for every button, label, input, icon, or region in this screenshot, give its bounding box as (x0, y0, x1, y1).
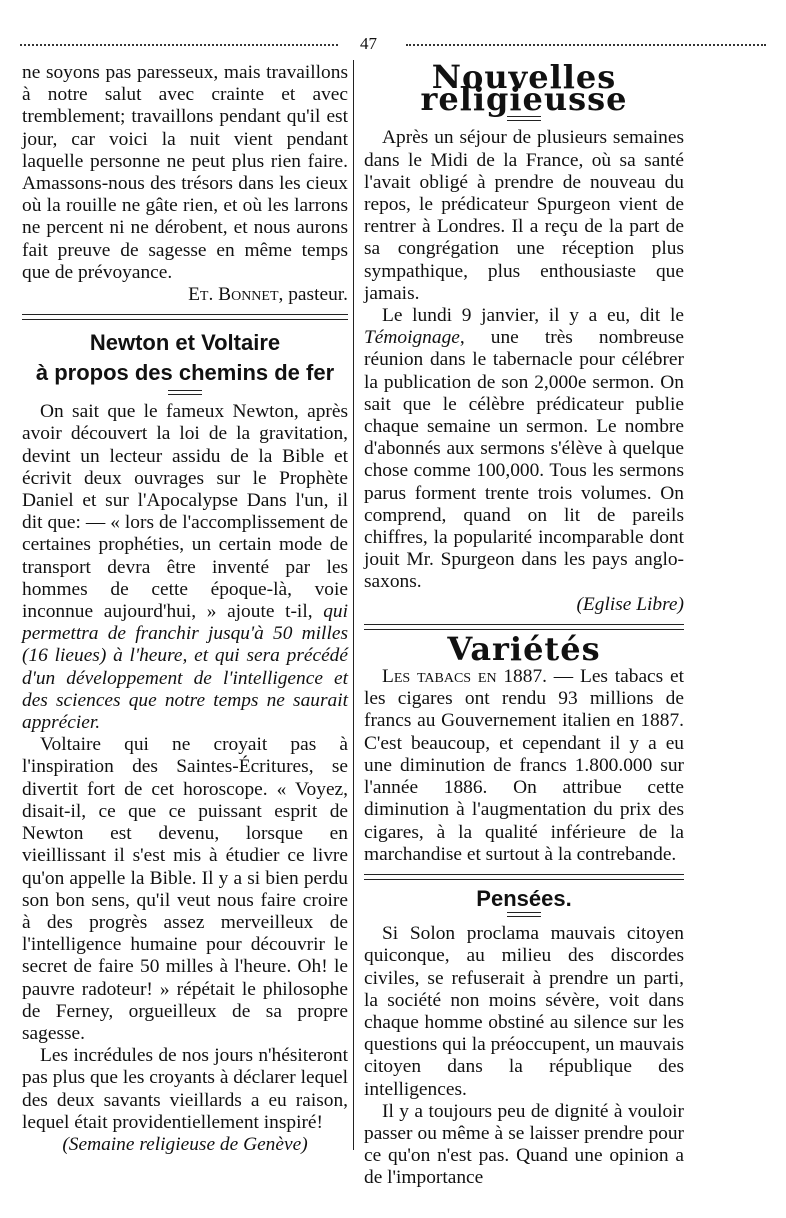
pensees-title: Pensées. (476, 885, 572, 911)
sermon-ending-paragraph: ne soyons pas paresseux, mais travaillons à notre salut avec crainte et avec tremblement; travaillons pendant qu'il est jour, car voici la nuit vient pendant laquelle personne ne peut plus rien faire. Amassons-nous des trésors dans les cieux où la rouille ne gâte rien, et où les larrons ne percent ni ne dérobent, et nous aurons fait preuve de sagesse en même temps que de prévoyance. (22, 62, 348, 283)
tabacs-paragraph (364, 666, 684, 866)
sermon-text-end: , une très nombreuse réunion dans le tabernacle pour célébrer la publication de son 2,000e sermon. On sait que le célèbre prédicateur publie chaque semaine un sermon. Le nombre d'abonnés aux sermons s'élève à quelque chose comme 100,000. Tous les sermons parus forment trente trois volumes. On comprend, quand on lit de pareils chiffres, la popularité incomparable dont jouit Mr. Spurgeon dans les pays anglo-saxons. (364, 327, 684, 593)
header-ornament-right (406, 44, 766, 46)
spurgeon-sermon-paragraph (364, 305, 684, 594)
signature-role: , pasteur. (278, 284, 348, 306)
temoignage-italic: Témoignage (364, 327, 460, 349)
newton-title-line1: Newton et Voltaire (89, 330, 281, 356)
solon-paragraph: Si Solon proclama mauvais citoyen quiconque, au milieu des discordes civiles, se refuserait à prendre un parti, la société non moins sévère, voit dans chaque homme obstiné au silence sur les questions qui la préoccupent, un mauvais citoyen dans la république des intelligences. (364, 923, 684, 1100)
tabacs-text: 1887. — Les tabacs et les cigares ont rendu 93 millions de francs au Gouvernement italien en 1887. C'est beaucoup, et cependant il y a eu une diminution de francs 1.800.000 sur l'année 1886. On attribue cette diminution à l'augmentation du prix des cigares, à la qualité inférieure de la marchandise et surtout à la contrebande. (364, 666, 685, 865)
newton-paragraph (22, 401, 348, 734)
section-rule (22, 314, 348, 320)
newton-source (22, 1134, 348, 1156)
dignity-paragraph: Il y a toujours peu de dignité à vouloir passer ou même à se laisser prendre pour ce qu'on n'est pas. Quand une opinion a de l'importance (364, 1100, 684, 1189)
spurgeon-source (364, 594, 684, 616)
title-separator (168, 390, 202, 395)
signature (22, 284, 348, 306)
right-column (364, 58, 685, 1190)
conclusion-paragraph: Les incrédules de nos jours n'hésiteront pas plus que les croyants à déclarer lequel des deux savants vieillards a eu raison, lequel était providentiellement inspiré! (22, 1045, 348, 1133)
section-rule (364, 874, 684, 880)
signature-name: Et. Bonnet (188, 284, 279, 306)
newton-title-line2: à propos des chemins de fer (35, 360, 335, 386)
title-separator (507, 912, 541, 917)
tabacs-lead: Les tabacs en (382, 666, 497, 688)
newton-prophecy-quote: qui permettra de franchir jusqu'à 50 milles (16 lieues) à l'heure, et qui sera précédé d'un développement de l'intelligence et des sciences que notre temps ne saurait apprécier. (22, 601, 348, 734)
column-divider (353, 60, 354, 1150)
left-column (22, 62, 348, 1156)
page-number: 47 (360, 34, 377, 53)
header-ornament-left (20, 44, 338, 46)
newton-source-text: (Semaine religieuse de Genève) (62, 1133, 308, 1155)
sermon-text-start: Le lundi 9 janvier, il y a eu, dit le (382, 305, 684, 327)
nouvelles-title: Nouvelles religieusse (420, 58, 628, 119)
page-header (20, 34, 766, 54)
section-rule (364, 624, 684, 630)
spurgeon-paragraph: Après un séjour de plusieurs semaines dans le Midi de la France, où sa santé l'avait obligé à prendre de nouveau du repos, le prédicateur Spurgeon vient de rentrer à Londres. Il a reçu de la part de sa congrégation une réception plus sympathique, plus enthousiaste que jamais. (364, 127, 684, 304)
varietes-title: Variétés (447, 629, 601, 668)
spurgeon-source-text: (Eglise Libre) (576, 593, 684, 615)
voltaire-paragraph: Voltaire qui ne croyait pas à l'inspiration des Saintes-Écritures, se divertit fort de cet horoscope. « Voyez, disait-il, ce que ce puissant esprit de Newton est devenu, lorsque en vieillissant il s'est mis à étudier ce livre qu'on appelle la Bible. Il y a si bien perdu son bon sens, qu'il veut nous faire croire à des progrès assez merveilleux de l'intelligence humaine pour découvrir le secret de faire 50 milles à l'heure. Oh! le pauvre radoteur! » répétait le philosophe de Ferney, orgueilleux de sa propre sagesse. (22, 734, 348, 1044)
newton-paragraph-text: On sait que le fameux Newton, après avoir découvert la loi de la gravitation, devint un lecteur assidu de la Bible et écrivit deux ouvrages sur le Prophète Daniel et sur l'Apocalypse Dans l'un, il dit que: — « lors de l'accomplissement de certaines prophéties, un certain mode de transport devra être inventé par les hommes de cette époque-là, voie inconnue aujourd'hui, » ajoute t-il, (22, 401, 348, 623)
